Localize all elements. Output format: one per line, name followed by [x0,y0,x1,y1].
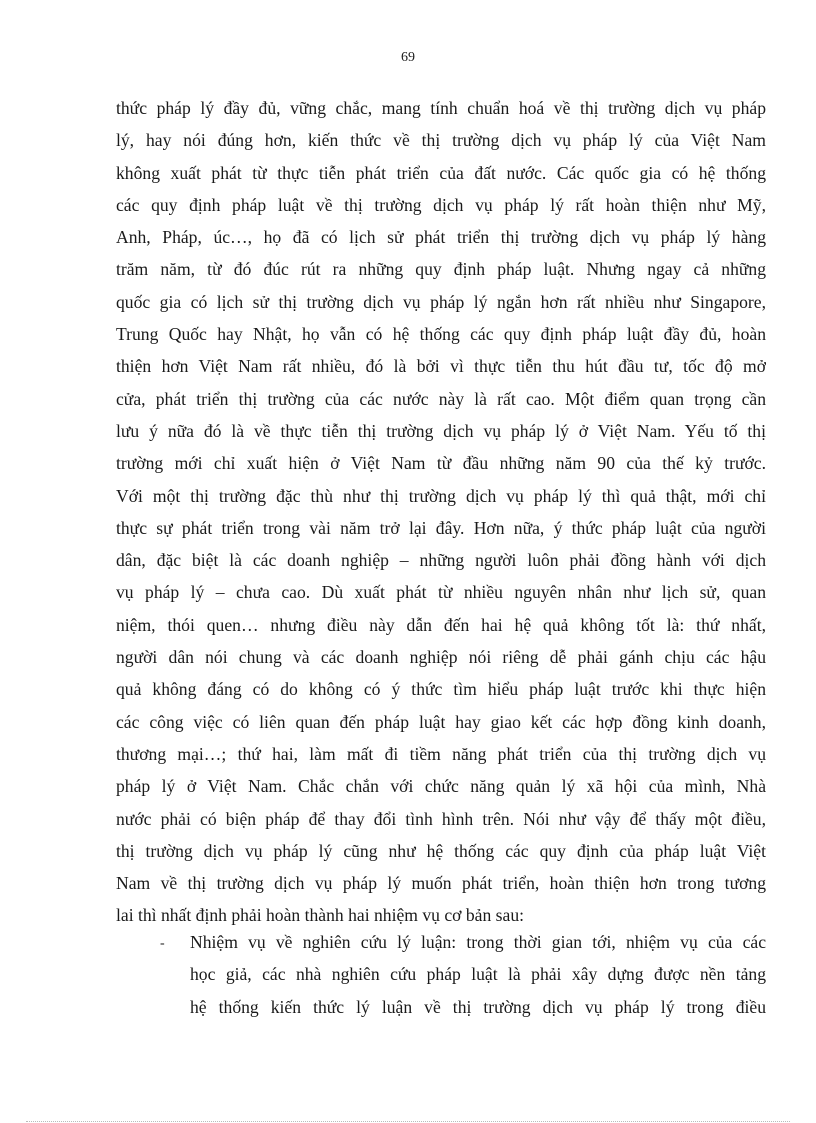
paragraph-line: thiện hơn Việt Nam rất nhiều, đó là bởi vì thực tiễn thu hút đầu tư, tốc độ mở [116,356,766,377]
paragraph-line: quốc gia có lịch sử thị trường dịch vụ pháp lý ngắn hơn rất nhiều như Singapore, [116,291,766,312]
bullet-text [190,926,766,1023]
paragraph-line: trường mới chỉ xuất hiện ở Việt Nam từ đầu những năm 90 của thế kỷ trước. [116,453,766,474]
paragraph-line: Anh, Pháp, úc…, họ đã có lịch sử phát triển thị trường dịch vụ pháp lý hàng [116,227,766,248]
bullet-marker: - [160,936,165,951]
paragraph-line: dân, đặc biệt là các doanh nghiệp – những người luôn phải đồng hành với dịch [116,550,766,571]
paragraph-line: thức pháp lý đầy đủ, vững chắc, mang tính chuẩn hoá về thị trường dịch vụ pháp [116,98,766,118]
paragraph-line: thương mại…; thứ hai, làm mất đi tiềm năng phát triển của thị trường dịch vụ [116,743,766,764]
paragraph-line: nước phải có biện pháp để thay đổi tình hình trên. Nói như vậy để thấy một điều, [116,808,766,829]
paragraph-line: cửa, phát triển thị trường của các nước này là rất cao. Một điểm quan trọng cần [116,388,766,409]
paragraph-line: các công việc có liên quan đến pháp luật hay giao kết các hợp đồng kinh doanh, [116,711,766,732]
body-paragraph [116,92,766,932]
paragraph-line: niệm, thói quen… nhưng điều này dẫn đến hai hệ quả không tốt là: thứ nhất, [116,614,766,635]
paragraph-line: các quy định pháp luật về thị trường dịch vụ pháp lý rất hoàn thiện như Mỹ, [116,194,766,215]
paragraph-line: lưu ý nữa đó là về thực tiễn thị trường dịch vụ pháp lý ở Việt Nam. Yếu tố thị [116,420,766,441]
paragraph-line: pháp lý ở Việt Nam. Chắc chắn với chức năng quản lý xã hội của mình, Nhà [116,776,766,797]
paragraph-line: lai thì nhất định phải hoàn thành hai nhiệm vụ cơ bản sau: [116,905,525,926]
paragraph-line: Với một thị trường đặc thù như thị trường dịch vụ pháp lý thì quả thật, mới chỉ [116,485,766,506]
bullet-line: Nhiệm vụ về nghiên cứu lý luận: trong thời gian tới, nhiệm vụ của các [190,932,766,952]
paragraph-line: không xuất phát từ thực tiễn phát triển của đất nước. Các quốc gia có hệ thống [116,162,766,183]
paragraph-line: người dân nói chung và các doanh nghiệp nói riêng dễ phải gánh chịu các hậu [116,647,766,668]
paragraph-line: quả không đáng có do không có ý thức tìm hiểu pháp luật trước khi thực hiện [116,679,766,700]
paragraph-line: Nam về thị trường dịch vụ pháp lý muốn phát triển, hoàn thiện hơn trong tương [116,873,766,894]
bullet-line: học giả, các nhà nghiên cứu pháp luật là phải xây dựng được nền tảng [190,964,766,985]
paragraph-line: Trung Quốc hay Nhật, họ vẫn có hệ thống các quy định pháp luật đầy đủ, hoàn [116,324,766,345]
paragraph-line: vụ pháp lý – chưa cao. Dù xuất phát từ nhiều nguyên nhân như lịch sử, quan [116,582,766,603]
page-bottom-divider [26,1121,790,1122]
paragraph-line: thị trường dịch vụ pháp lý cũng như hệ thống các quy định của pháp luật Việt [116,840,766,861]
paragraph-line: trăm năm, từ đó đúc rút ra những quy định pháp luật. Nhưng ngay cả những [116,259,766,280]
paragraph-line: thực sự phát triển trong vài năm trở lại đây. Hơn nữa, ý thức pháp luật của người [116,517,766,538]
page-number: 69 [401,50,415,65]
paragraph-line: lý, hay nói đúng hơn, kiến thức về thị trường dịch vụ pháp lý của Việt Nam [116,130,766,151]
bullet-line: hệ thống kiến thức lý luận về thị trường dịch vụ pháp lý trong điều [190,996,766,1017]
